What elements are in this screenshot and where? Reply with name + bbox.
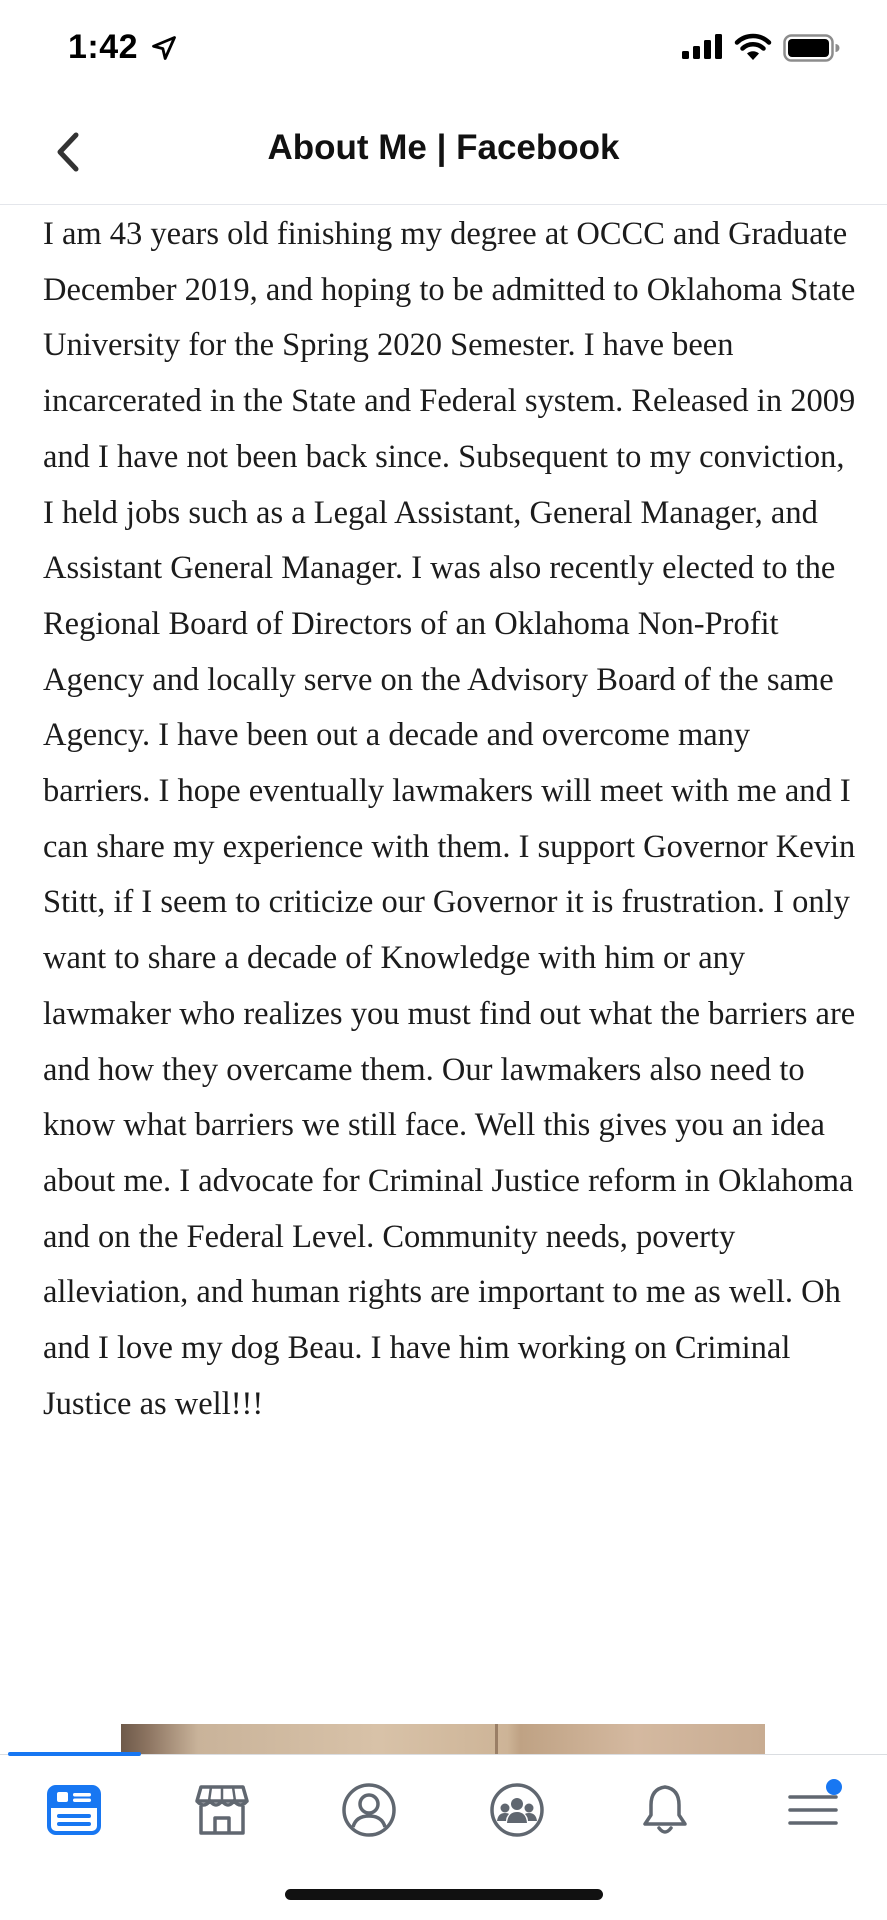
bell-icon — [636, 1781, 694, 1839]
tab-marketplace[interactable] — [187, 1775, 257, 1845]
about-content — [43, 207, 863, 1432]
notification-dot — [826, 1779, 842, 1795]
tab-notifications[interactable] — [630, 1775, 700, 1845]
wifi-icon — [733, 32, 773, 62]
photo-detail — [495, 1724, 498, 1754]
groups-icon — [488, 1781, 546, 1839]
photo-preview[interactable] — [121, 1724, 765, 1754]
battery-icon — [783, 33, 841, 63]
tab-menu[interactable] — [778, 1775, 848, 1845]
marketplace-icon — [193, 1781, 251, 1839]
tab-news-feed[interactable] — [39, 1775, 109, 1845]
news-feed-icon — [45, 1781, 103, 1839]
bottom-tab-bar — [0, 1754, 887, 1920]
tab-profile[interactable] — [334, 1775, 404, 1845]
header-bar — [0, 100, 887, 205]
profile-icon — [340, 1781, 398, 1839]
status-time: 1:42 — [68, 28, 139, 66]
active-tab-indicator — [8, 1752, 141, 1756]
status-bar — [0, 0, 887, 100]
cellular-signal-icon — [681, 34, 725, 60]
tab-groups[interactable] — [482, 1775, 552, 1845]
page-title: About Me | Facebook — [267, 128, 620, 167]
location-arrow-icon — [150, 34, 178, 62]
home-indicator[interactable] — [285, 1889, 603, 1900]
about-text: I am 43 years old finishing my degree at OCCC and Graduate December 2019, and hoping to be admitted to Oklahoma State University for the Spring 2020 Semester. I have been incarcerated in the State and Federal system. Released in 2009 and I have not been back since. Subsequent to my conviction, I held jobs such as a Legal Assistant, General Manager, and Assistant General Manager. I was also recently elected to the Regional Board of Directors of an Oklahoma Non-Profit Agency and locally serve on the Advisory Board of the same Agency. I have been out a decade and overcome many barriers. I hope eventually lawmakers will meet with me and I can share my experience with them. I support Governor Kevin Stitt, if I seem to criticize our Governor it is frustration. I only want to share a decade of Knowledge with him or any lawmaker who realizes you must find out what the barriers are and how they overcame them. Our lawmakers also need to know what barriers we still face. Well this gives you an idea about me. I advocate for Criminal Justice reform in Oklahoma and on the Federal Level. Community needs, poverty alleviation, and human rights are important to me as well. Oh and I love my dog Beau. I have him working on Criminal Justice as well!!! — [43, 216, 856, 1422]
